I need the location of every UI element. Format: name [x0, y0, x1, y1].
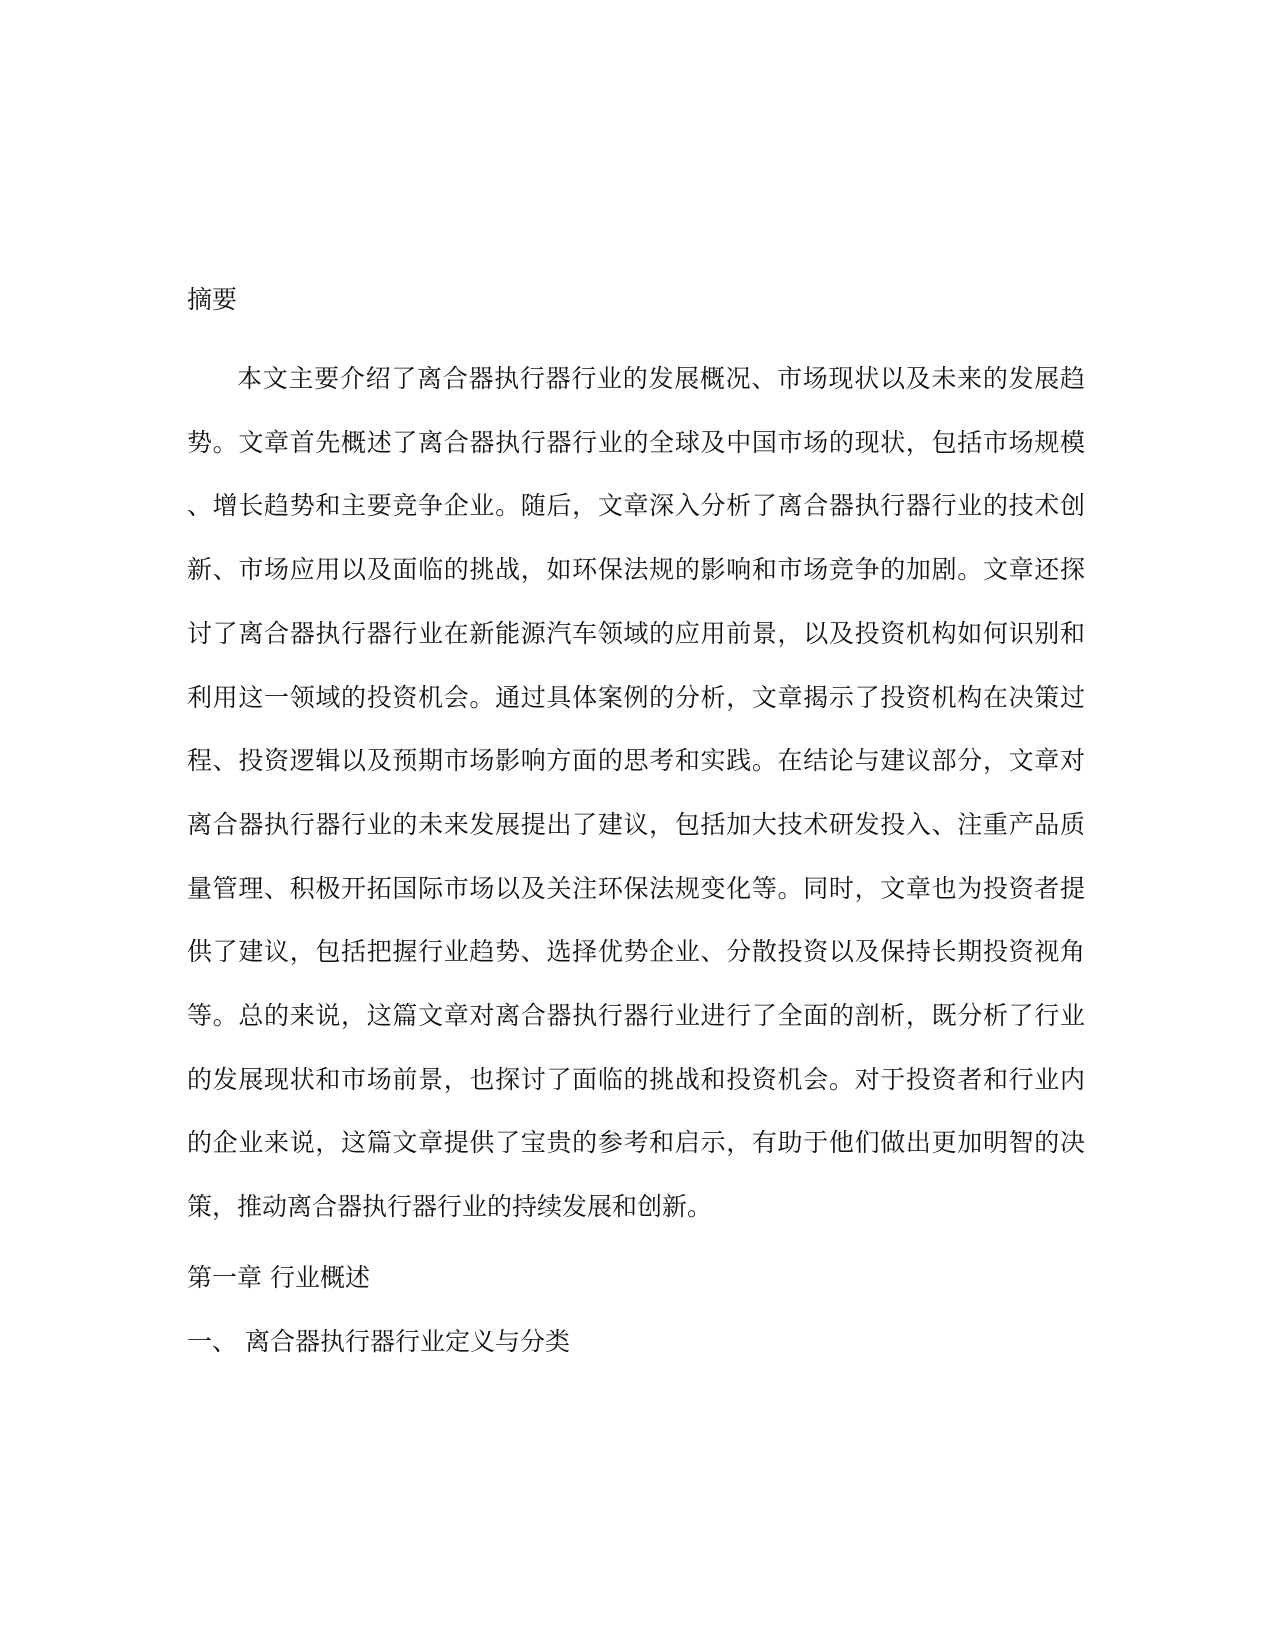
abstract-title: 摘要: [187, 285, 238, 314]
document-content: [187, 283, 1085, 1359]
chapter-title: 第一章 行业概述: [187, 1262, 370, 1292]
abstract-body: 本文主要介绍了离合器执行器行业的发展概况、市场现状以及未来的发展趋势。文章首先概述了离合器执行器行业的全球及中国市场的现状，包括市场规模、增长趋势和主要竞争企业。随后，文章深入分析了离合器执行器行业的技术创新、市场应用以及面临的挑战，如环保法规的影响和市场竞争的加剧。文章还探讨了离合器执行器行业在新能源汽车领域的应用前景，以及投资机构如何识别和利用这一领域的投资机会。通过具体案例的分析，文章揭示了投资机构在决策过程、投资逻辑以及预期市场影响方面的思考和实践。在结论与建议部分，文章对离合器执行器行业的未来发展提出了建议，包括加大技术研发投入、注重产品质量管理、积极开拓国际市场以及关注环保法规变化等。同时，文章也为投资者提供了建议，包括把握行业趋势、选择优势企业、分散投资以及保持长期投资视角等。总的来说，这篇文章对离合器执行器行业进行了全面的剖析，既分析了行业的发展现状和市场前景，也探讨了面临的挑战和投资机会。对于投资者和行业内的企业来说，这篇文章提供了宝贵的参考和启示，有助于他们做出更加明智的决策，推动离合器执行器行业的持续发展和创新。: [187, 364, 1085, 1222]
section-title: 一、 离合器执行器行业定义与分类: [187, 1326, 570, 1356]
